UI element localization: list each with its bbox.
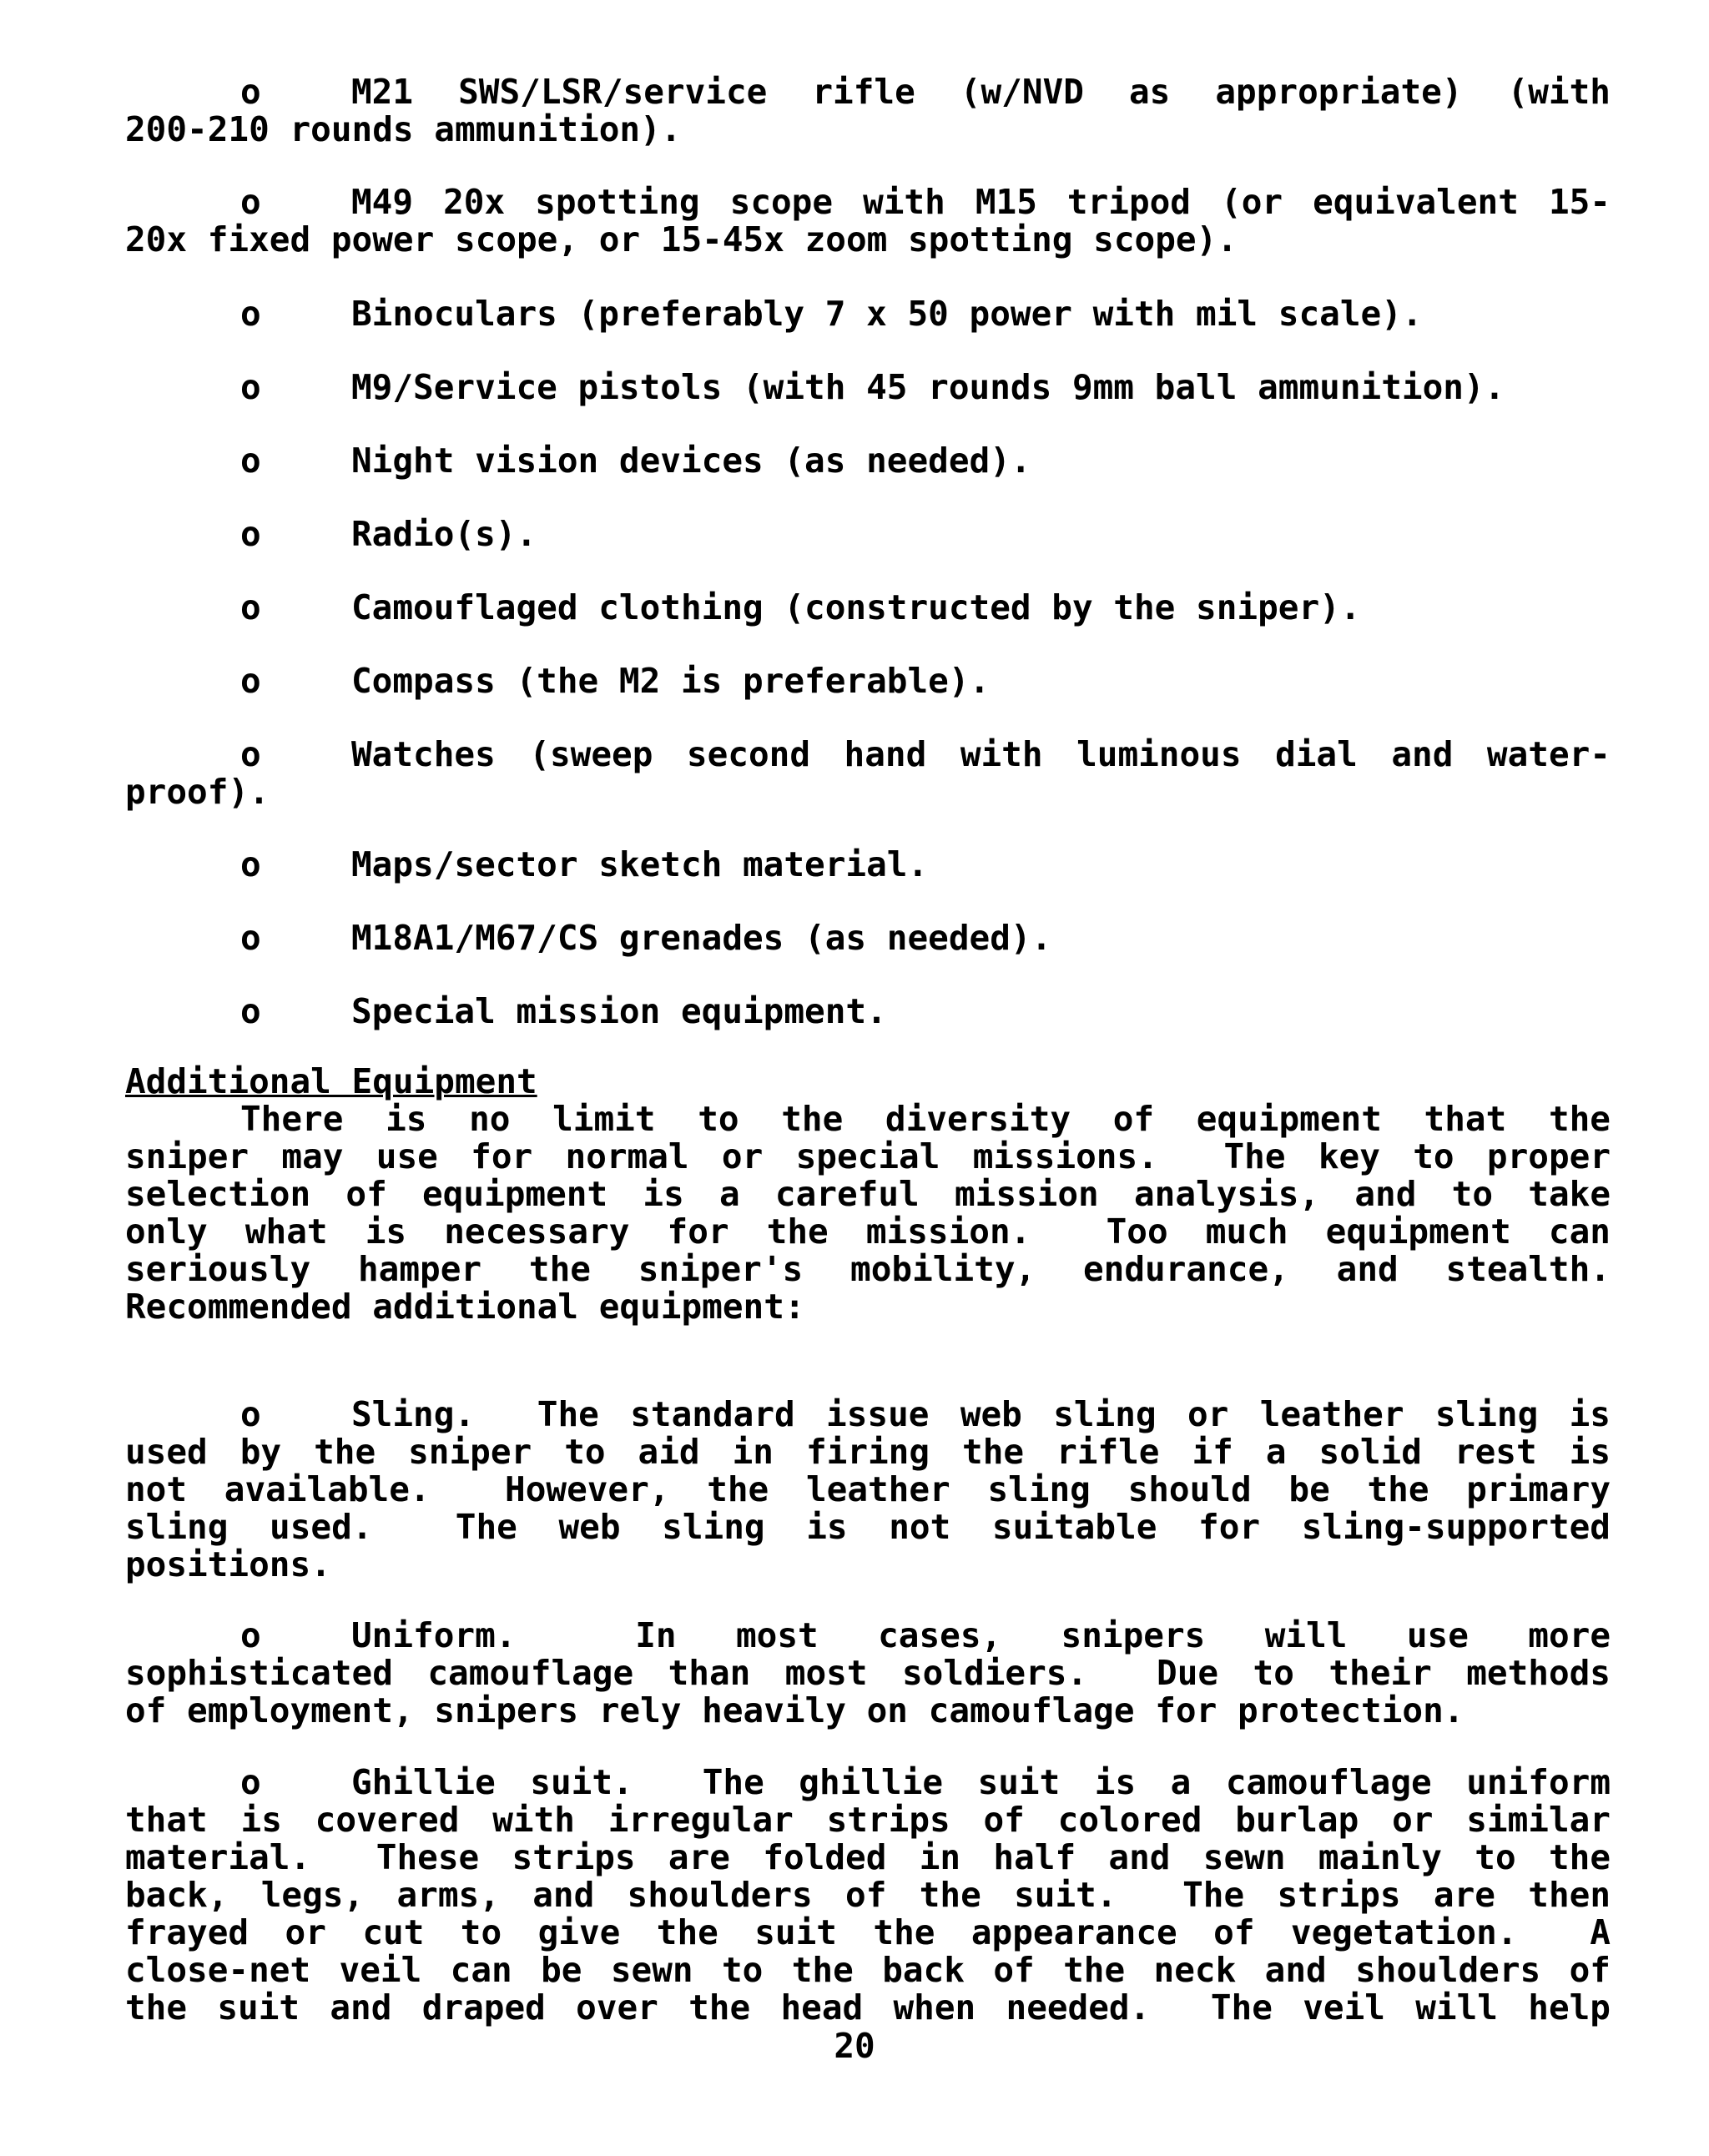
item-line: 200-210 rounds ammunition). xyxy=(125,109,682,149)
list-item xyxy=(125,442,1611,480)
bullet: o xyxy=(240,661,261,701)
item-line: frayed or cut to give the suit the appearance of vegetation. A xyxy=(125,1912,1611,1952)
bullet: o xyxy=(240,367,261,407)
item-text: M9/Service pistols (with 45 rounds 9mm ball ammunition). xyxy=(351,367,1505,407)
bullet: o xyxy=(240,1394,261,1434)
list-item xyxy=(125,662,1611,700)
item-text: M18A1/M67/CS grenades (as needed). xyxy=(351,918,1052,958)
item-line: sling used. The web sling is not suitable for sling-supported xyxy=(125,1507,1611,1547)
item-line: M49 20x spotting scope with M15 tripod (or equivalent 15- xyxy=(351,182,1611,222)
paragraph-line: selection of equipment is a careful mission analysis, and to take xyxy=(125,1174,1611,1214)
item-line: sophisticated camouflage than most soldiers. Due to their methods xyxy=(125,1653,1611,1693)
bullet: o xyxy=(240,844,261,884)
bullet: o xyxy=(240,991,261,1031)
intro-paragraph xyxy=(125,1101,1611,1326)
item-line: back, legs, arms, and shoulders of the suit. The strips are then xyxy=(125,1875,1611,1915)
bullet: o xyxy=(240,918,261,958)
bullet: o xyxy=(240,587,261,627)
item-text: Night vision devices (as needed). xyxy=(351,441,1031,481)
list-item-sling xyxy=(125,1396,1611,1584)
list-item-uniform xyxy=(125,1617,1611,1730)
item-line: 20x fixed power scope, or 15-45x zoom spotting scope). xyxy=(125,219,1238,259)
paragraph-line: seriously hamper the sniper's mobility, endurance, and stealth. xyxy=(125,1249,1611,1289)
list-item xyxy=(125,369,1611,406)
item-line: Sling. The standard issue web sling or leather sling is xyxy=(351,1394,1611,1434)
bullet: o xyxy=(240,1762,261,1802)
item-line: Ghillie suit. The ghillie suit is a camouflage uniform xyxy=(351,1762,1611,1802)
bullet: o xyxy=(240,72,261,112)
item-line: that is covered with irregular strips of colored burlap or similar xyxy=(125,1800,1611,1840)
bullet: o xyxy=(240,1615,261,1655)
paragraph-line: Recommended additional equipment: xyxy=(125,1287,805,1327)
paragraph-line: only what is necessary for the mission. Too much equipment can xyxy=(125,1211,1611,1252)
item-text: Compass (the M2 is preferable). xyxy=(351,661,991,701)
bullet: o xyxy=(240,734,261,774)
list-item xyxy=(125,993,1611,1030)
item-line: Watches (sweep second hand with luminous dial and water- xyxy=(351,734,1611,774)
section-heading: Additional Equipment xyxy=(125,1061,537,1101)
list-item xyxy=(125,295,1611,333)
item-line: used by the sniper to aid in firing the rifle if a solid rest is xyxy=(125,1432,1611,1472)
item-text: Radio(s). xyxy=(351,514,537,554)
item-line: material. These strips are folded in half and sewn mainly to the xyxy=(125,1837,1611,1877)
item-line: the suit and draped over the head when needed. The veil will help xyxy=(125,1987,1611,2028)
item-text: Maps/sector sketch material. xyxy=(351,844,929,884)
list-item xyxy=(125,846,1611,884)
item-line: positions. xyxy=(125,1544,331,1584)
item-text: Binoculars (preferably 7 x 50 power with mil scale). xyxy=(351,294,1423,334)
item-text: Camouflaged clothing (constructed by the sniper). xyxy=(351,587,1361,627)
bullet: o xyxy=(240,294,261,334)
list-item xyxy=(125,73,1611,149)
item-line: proof). xyxy=(125,772,270,812)
bullet: o xyxy=(240,514,261,554)
bullet: o xyxy=(240,182,261,222)
list-item xyxy=(125,184,1611,259)
list-item xyxy=(125,736,1611,811)
item-line: M21 SWS/LSR/service rifle (w/NVD as appropriate) (with xyxy=(351,72,1611,112)
item-line: Uniform. In most cases, snipers will use more xyxy=(351,1615,1611,1655)
item-text: Special mission equipment. xyxy=(351,991,887,1031)
list-item xyxy=(125,919,1611,957)
paragraph-line: There is no limit to the diversity of equipment that the xyxy=(240,1099,1611,1139)
item-line: close-net veil can be sewn to the back of the neck and shoulders of xyxy=(125,1950,1611,1990)
item-line: not available. However, the leather sling should be the primary xyxy=(125,1469,1611,1509)
bullet: o xyxy=(240,441,261,481)
list-item-ghillie-suit xyxy=(125,1764,1611,2027)
list-item xyxy=(125,589,1611,627)
list-item xyxy=(125,516,1611,553)
page-number: 20 xyxy=(834,2026,875,2066)
item-line: of employment, snipers rely heavily on camouflage for protection. xyxy=(125,1690,1464,1730)
paragraph-line: sniper may use for normal or special missions. The key to proper xyxy=(125,1136,1611,1176)
